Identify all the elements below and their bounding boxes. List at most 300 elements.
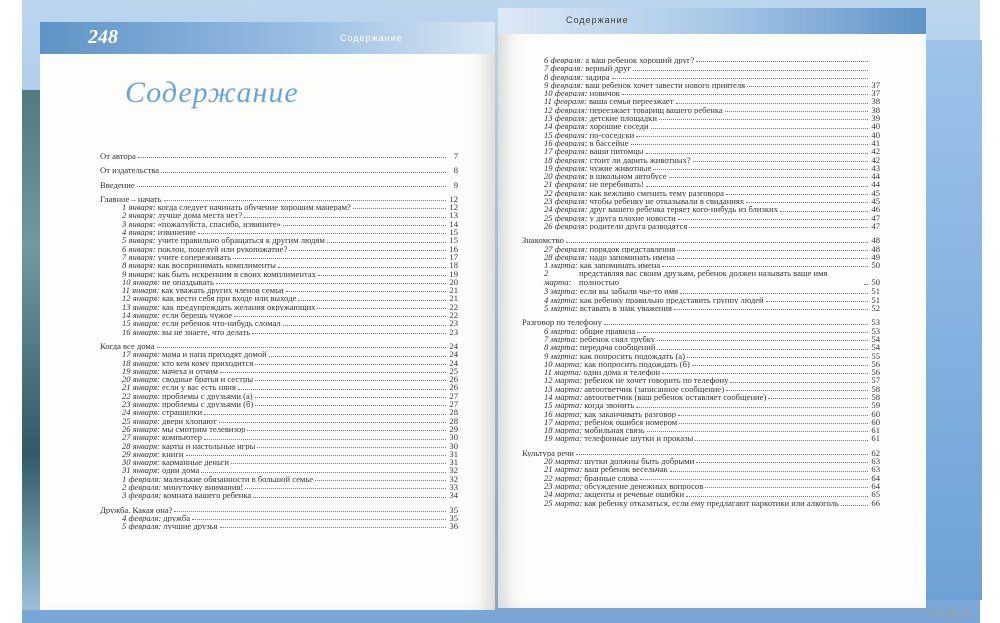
toc-entry [522,114,880,122]
toc-entry-date: 22 февраля: [544,188,588,198]
toc-entry-text: если берешь чужое [162,311,233,320]
toc-entry [522,164,880,172]
leader-dots [677,250,868,251]
toc-entry [522,197,880,205]
leader-dots [662,373,868,374]
toc-entry-date: 11 марта: [544,368,582,377]
toc-entry-text: мобильная связь [584,426,645,435]
leader-dots [233,258,446,259]
toc-section [100,181,458,189]
toc-entry-date: 23 января: [122,400,161,409]
toc-entry-text: хорошие соседи [589,122,649,131]
toc-entry-page: 52 [871,304,880,313]
toc-entry [522,335,880,343]
toc-entry [100,483,458,491]
toc-entry-date: 25 января: [122,416,161,425]
toc-entry-date: 18 марта: [544,426,583,435]
leader-dots [201,472,446,473]
toc-entry-date: 13 марта: [544,384,583,393]
toc-entry-page: 24 [449,358,458,367]
leader-dots [676,103,869,104]
leader-dots [245,488,446,489]
toc-entry-text: как попросить подождать (а) [579,351,685,360]
toc-entry-page: 48 [871,236,880,245]
toc-entry-page: 49 [871,252,880,262]
leader-dots [612,78,868,79]
toc-entry-date: 12 февраля: [544,105,588,115]
toc-entry-page: 37 [871,80,880,90]
toc-entry-text: минуточку внимания! [163,482,244,492]
toc-entry-date: 21 января: [122,383,161,392]
leader-dots [678,415,868,416]
leader-dots [678,219,868,220]
toc-entry-text: компьютер [162,433,203,442]
toc-entry-date: 20 марта: [544,457,583,466]
leader-dots [669,177,868,178]
toc-entry [522,73,880,81]
toc-entry-page: 28 [449,408,458,417]
toc-entry-text: карманные деньги [162,458,229,467]
toc-entry-date: 7 марта: [544,334,578,344]
toc-entry-text: как заканчивать разговор [584,409,677,418]
toc-entry-date: 10 марта: [544,359,583,369]
leader-dots [604,324,868,325]
toc-entry-date: 15 марта: [544,401,583,410]
toc-entry [522,401,880,409]
toc-entry-page: 35 [449,513,458,523]
toc-entry [522,106,880,114]
leader-dots [204,439,446,440]
leader-dots [726,194,868,195]
toc-entry [522,245,880,253]
toc-entry [100,522,458,530]
leader-dots [257,447,446,448]
toc-entry-page: 54 [871,334,880,344]
leader-dots [696,462,868,463]
toc-entry [522,172,880,180]
toc-entry-text: Разговор по телефону [522,318,602,327]
toc-entry-page: 23 [449,327,458,336]
leader-dots [686,496,868,497]
leader-dots [679,423,868,424]
toc-entry-text: акценты и речевые ошибки [584,490,685,499]
toc-entry-date: 7 января: [122,252,156,262]
toc-entry [522,434,880,442]
leader-dots [137,186,446,187]
toc-entry-date: 17 февраля: [544,147,588,156]
toc-entry-page: 15 [449,228,458,237]
toc-entry-text: ребенок ошибся номером [584,417,678,427]
toc-entry-date: 9 февраля: [544,80,584,90]
toc-entry-date: 16 февраля: [544,138,588,148]
toc-entry-page: 37 [871,89,880,98]
toc-entry-page: 61 [871,434,880,443]
toc-entry-page: 51 [871,295,880,305]
leader-dots [174,511,446,512]
toc-entry-text: шутки должны быть добрыми [584,457,695,466]
toc-entry [522,385,880,393]
leader-dots [692,365,868,366]
leader-dots [631,144,868,145]
toc-entry-date: 4 февраля: [122,513,162,523]
toc-entry-text: дружба [163,513,191,523]
toc-entry-text: а ваш ребенок хороший друг? [585,56,695,65]
leader-dots [670,471,868,472]
toc-entry-date: 5 февраля: [122,522,162,531]
toc-entry-text: учите правильно обращаться к другим людям [157,236,325,245]
toc-entry [100,228,458,236]
toc-entry [522,81,880,89]
toc-entry-page: 20 [449,277,458,287]
toc-entry-date: 24 января: [122,408,161,417]
toc-entry-date: 30 января: [122,458,161,467]
toc-entry-page: 45 [871,188,880,198]
toc-entry-date: 23 февраля: [544,197,588,206]
leader-dots [231,463,446,464]
toc-entry [100,319,458,327]
toc-entry-page: 42 [871,155,880,164]
toc-entry-text: ребенок не хочет говорить по телефону [584,376,729,385]
toc-entry [522,180,880,188]
toc-entry-page: 59 [871,401,880,410]
toc-entry-text: ваша семья переезжает [588,97,674,106]
toc-entry-text: общие правила [579,326,636,335]
toc-entry [100,311,458,319]
toc-entry-page: 19 [449,269,458,278]
leader-dots [725,111,868,112]
toc-entry-text: порядок представления [589,244,676,253]
toc-entry [100,294,458,302]
leader-dots [659,119,868,120]
toc-entry [522,490,880,498]
leader-dots [138,157,446,158]
toc-entry [100,450,458,458]
leader-dots [234,316,446,317]
toc-entry-text: не перебивать! [589,180,644,189]
toc-entry-page: 22 [449,311,458,320]
leader-dots [192,519,446,520]
toc-entry-page: 55 [871,351,880,360]
toc-entry-date: 16 марта: [544,409,583,418]
toc-entry-text: по-соседски [589,130,635,139]
toc-entry-text: передача сообщений [579,343,656,352]
toc-entry-page: 22 [449,302,458,312]
toc-entry-page: 42 [871,147,880,156]
leader-dots [780,211,868,212]
toc-entry-date: 23 марта: [544,481,583,491]
toc-entry-text: надо запоминать имена [589,252,675,262]
toc-entry-text: карты и настольные игры [162,441,256,450]
leader-dots [161,172,446,173]
toc-entry-page: 17 [449,252,458,262]
toc-entry [100,261,458,269]
toc-entry-page: 24 [449,350,458,359]
toc-entry [100,442,458,450]
toc-entry [522,410,880,418]
toc-entry [522,205,880,213]
toc-entry [100,328,458,336]
toc-entry-date: 10 февраля: [544,89,588,98]
toc-entry-date: 6 января: [122,244,156,253]
leader-dots [164,200,446,201]
toc-entry-date: 4 января: [122,228,156,237]
toc-entry-page: 31 [449,458,458,467]
toc-entry [100,491,458,499]
toc-entry [100,400,458,408]
toc-entry [100,203,458,211]
leader-dots [680,293,868,294]
toc-entry-text: ваш ребенок хочет завести нового приятеля [585,80,746,90]
right-header-band [498,8,926,34]
toc-entry-text: мачеха и отчим [162,366,219,376]
toc-entry-text: проблемы с друзьями (а) [162,391,253,401]
toc-entry-page: 31 [449,449,458,459]
toc-entry-page: 46 [871,205,880,214]
leader-dots [696,61,868,62]
leader-dots [726,390,868,391]
toc-entry-text: как вежливо сменить тему разговора [589,188,724,198]
toc-entry-date: 11 февраля: [544,97,587,106]
toc-entry [522,131,880,139]
leader-dots [746,202,868,203]
toc-entry [100,303,458,311]
toc-entry-text: друг вашего ребенка теряет кого-нибудь из близких [589,205,778,214]
toc-entry-page: 36 [449,522,458,531]
toc-entry-text: один дома и телефон [583,368,661,377]
toc-entry-text: не опаздывать [162,277,214,287]
toc-entry [522,457,880,465]
toc-entry-text: как воспринимать комплименты [157,261,276,270]
toc-entry-text: двери хлопают [162,416,217,425]
leader-dots [646,186,868,187]
toc-entry [100,383,458,391]
toc-entry-date: 26 января: [122,424,161,434]
toc-entry-date: 17 марта: [544,417,583,427]
toc-entry [522,465,880,473]
toc-entry [100,475,458,483]
toc-entry-date: 12 января: [122,294,161,303]
toc-entry-page: 8 [453,166,458,175]
toc-entry-date: 13 января: [122,302,161,312]
toc-entry-page: 66 [871,498,880,508]
toc-entry-date: 11 января: [122,286,160,295]
toc-entry-date: 19 февраля: [544,163,588,173]
toc-entry-text: если ребенок что-нибудь сломал [162,319,281,328]
toc-entry-page: 14 [449,219,458,229]
toc-entry [522,222,880,230]
toc-right-list [522,56,880,508]
toc-entry-text: страшилки [162,408,203,417]
toc-entry-page: 62 [871,448,880,458]
toc-entry-text: Знакомство [522,236,564,245]
leader-dots [633,70,868,71]
toc-entry-date: 20 февраля: [544,172,588,181]
leader-dots [693,161,868,162]
leader-dots [651,128,868,129]
toc-entry-text: Главное – начать [100,194,162,204]
toc-entry-page: 29 [449,424,458,434]
toc-entry-text: когда звонить [584,401,635,410]
leader-dots [278,267,446,268]
toc-entry-page: 63 [871,465,880,474]
watermark: www.ay.by [927,607,970,617]
toc-entry-page: 39 [871,114,880,123]
toc-entry-text: мама и папа приходят домой [162,350,267,359]
leader-dots [566,242,868,243]
toc-entry-text: кто кем кому приходится [162,358,254,367]
toc-entry-text: маленькие обязанности в большой семье [163,474,314,483]
toc-entry-page: 25 [449,366,458,376]
toc-entry-date: 29 января: [122,449,161,459]
toc-entry-date: 3 января: [122,219,156,229]
toc-entry [522,296,880,304]
leader-dots [695,440,868,441]
toc-entry-date: 28 января: [122,441,161,450]
toc-entry-text: чужие животные [589,163,652,173]
toc-entry [522,56,880,64]
toc-entry [522,261,880,269]
toc-entry-text: телефонные шутки и проказы [584,434,694,443]
toc-entry [100,458,458,466]
leader-dots [327,242,446,243]
toc-entry-text: как ребенку правильно представить группу людей [579,295,764,305]
toc-entry-date: 17 января: [122,350,161,359]
toc-entry-page: 48 [871,244,880,253]
toc-entry [522,426,880,434]
toc-section [100,152,458,160]
toc-entry-text: ваши питомцы [589,147,644,156]
toc-entry-date: 21 марта: [544,465,583,474]
toc-entry-date: 18 января: [122,358,161,367]
toc-entry-page: 58 [871,384,880,393]
toc-entry-date: 21 февраля: [544,180,588,189]
toc-entry-date: 7 февраля: [544,64,584,73]
toc-entry-page: 28 [449,416,458,425]
toc-entry [100,466,458,474]
toc-entry-date: 24 февраля: [544,205,588,214]
toc-entry-text: Культура речи [522,448,574,458]
toc-entry-date: 2 февраля: [122,482,162,492]
toc-entry [100,236,458,244]
toc-entry-page: 50 [871,277,880,288]
toc-entry-page: 30 [449,441,458,450]
toc-entry [100,270,458,278]
leader-dots [204,414,446,415]
toc-entry [522,253,880,261]
toc-entry-text: бранные слова [584,473,638,482]
toc-entry-text: родители друга разводятся [589,221,688,231]
toc-entry-page: 15 [449,236,458,245]
toc-entry-page: 57 [871,376,880,385]
toc-entry [522,327,880,335]
toc-entry [100,433,458,441]
toc-entry-date: 6 марта: [544,326,578,335]
toc-entry-page: 65 [871,490,880,499]
toc-entry-page: 13 [449,211,458,220]
toc-entry-text: если у вас есть няня [162,383,236,392]
toc-entry-date: 18 февраля: [544,155,588,164]
toc-entry-text: задира [585,72,610,81]
leader-dots [705,487,868,488]
leader-dots [657,340,868,341]
toc-entry-page: 7 [453,152,458,161]
toc-entry-text: если вы забыли чье-то имя [579,287,679,296]
toc-entry-text: мы смотрим телевизор [162,424,246,434]
toc-entry [522,499,880,508]
toc-entry-text: проблемы с друзьями (б) [162,400,254,409]
toc-entry [522,352,880,360]
toc-entry-text: в бассейне [589,138,629,148]
toc-entry-date: 9 марта: [544,351,578,360]
toc-entry-text: когда следует начинать обучение хорошим манерам? [157,203,351,212]
toc-entry-page: 21 [449,294,458,303]
leader-dots [255,397,446,398]
toc-entry-page: 26 [449,375,458,384]
toc-section [522,236,880,244]
toc-entry-page: 12 [449,203,458,212]
leader-dots [315,480,446,481]
toc-entry [522,393,880,401]
toc-entry [100,245,458,253]
toc-entry-text: у друга плохие новости [589,213,676,222]
toc-entry-date: 4 марта: [544,295,578,305]
toc-entry-date: 1 января: [122,203,156,212]
toc-section [100,342,458,350]
toc-entry-page: 53 [871,318,880,327]
toc-entry-page: 53 [871,326,880,335]
toc-entry [100,350,458,358]
toc-entry-page: 51 [871,287,880,296]
leader-dots [283,225,446,226]
toc-entry-page: 56 [871,368,880,377]
toc-entry [522,343,880,351]
toc-entry-text: вы не знаете, что делать [162,327,251,336]
toc-entry [100,367,458,375]
toc-entry-date: 13 февраля: [544,114,588,123]
toc-entry-page: 18 [449,261,458,270]
toc-entry-text: чтобы ребенку не отказывали в свиданиях [589,197,745,206]
leader-dots [244,217,446,218]
toc-entry-text: как ребенку отказаться, если ему предлагают наркотики или алкоголь [584,498,839,508]
toc-entry-text: как вести себя при входе или выходе [162,294,297,303]
leader-dots [768,398,868,399]
toc-entry [100,211,458,219]
toc-entry-date: 27 февраля: [544,244,588,253]
leader-dots [238,389,446,390]
toc-entry-date: 31 января: [122,466,161,475]
toc-entry-text: как предупреждать желания окружающих [162,302,316,312]
toc-entry [100,278,458,286]
toc-entry-page: 45 [871,197,880,206]
toc-entry [522,418,880,426]
toc-entry-text: как быть искренним в своих комплиментах [157,269,316,278]
leader-dots [653,169,868,170]
toc-entry-date: 25 марта: [544,498,583,508]
leader-dots [864,284,868,285]
leader-dots [318,275,446,276]
leader-dots [353,208,446,209]
toc-entry [100,392,458,400]
toc-entry-date: 10 января: [122,277,161,287]
toc-entry-date: 26 февраля: [544,221,588,231]
toc-entry-text: Дружба. Какая она? [100,505,173,514]
toc-entry-text: вставать в знак уважения [579,304,672,313]
leader-dots [637,332,868,333]
leader-dots [252,333,446,334]
toc-entry-page: 21 [449,286,458,295]
leader-dots [269,356,446,357]
toc-entry-text: ребенок снял трубку [579,334,656,344]
